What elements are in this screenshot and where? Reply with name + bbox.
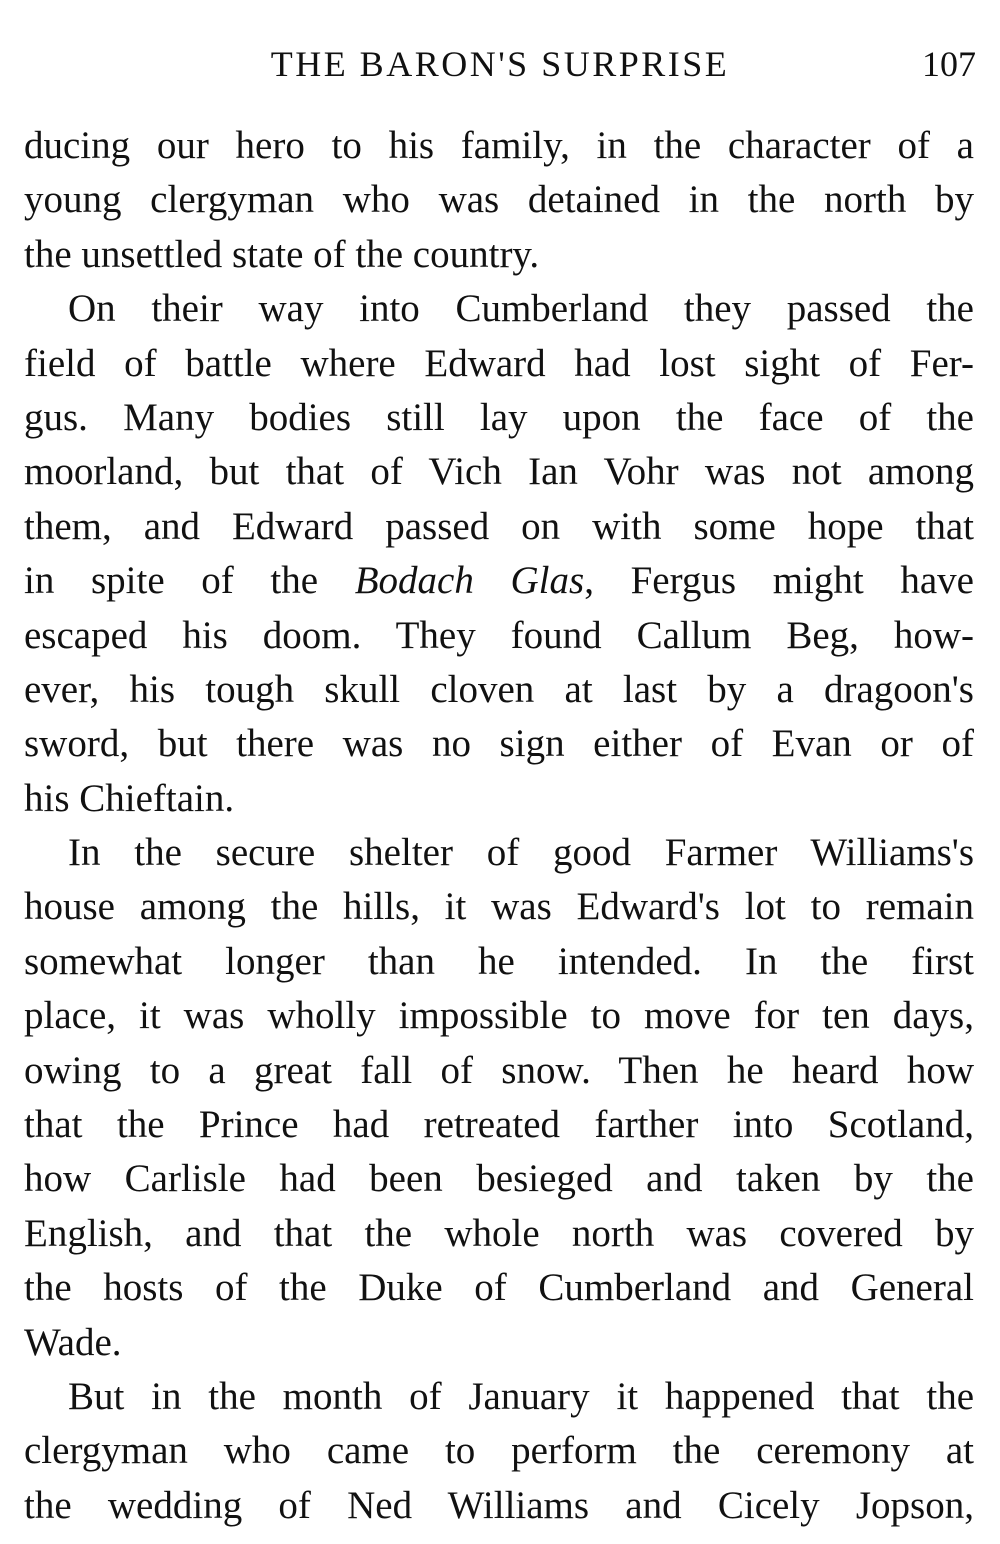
text-line: the hosts of the Duke of Cumberland and General xyxy=(24,1266,974,1310)
text-line: Wade. xyxy=(24,1320,122,1364)
text-line: the wedding of Ned Williams and Cicely Jopson, xyxy=(24,1483,974,1527)
text-line: sword, but there was no sign either of Evan or of xyxy=(24,722,974,766)
text-line: place, it was wholly impossible to move for ten days, xyxy=(24,994,974,1038)
running-title: THE BARON'S SURPRISE xyxy=(270,44,730,84)
text-line: ever, his tough skull cloven at last by a dragoon's xyxy=(24,667,974,711)
text-line: On their way into Cumberland they passed the xyxy=(68,287,974,331)
text-line: how Carlisle had been besieged and taken by the xyxy=(24,1157,974,1201)
text-line: moorland, but that of Vich Ian Vohr was not among xyxy=(24,450,974,494)
page-number: 107 xyxy=(922,44,976,84)
text-line: that the Prince had retreated farther into Scotland, xyxy=(24,1103,974,1147)
body-text xyxy=(24,119,974,1533)
text-line: gus. Many bodies still lay upon the face of the xyxy=(24,395,974,439)
text-line: English, and that the whole north was covered by xyxy=(24,1211,974,1255)
text-line: his Chieftain. xyxy=(24,776,235,820)
running-head xyxy=(24,38,976,90)
text-line: house among the hills, it was Edward's lot to remain xyxy=(24,885,974,929)
text-line: owing to a great fall of snow. Then he heard how xyxy=(24,1048,974,1092)
text-line: But in the month of January it happened that the xyxy=(68,1374,974,1418)
text-line: somewhat longer than he intended. In the first xyxy=(24,939,974,983)
text-line: them, and Edward passed on with some hope that xyxy=(24,504,974,548)
text-segment: in spite of the xyxy=(24,559,355,603)
text-line: young clergyman who was detained in the north by xyxy=(24,178,974,222)
text-line: In the secure shelter of good Farmer Williams's xyxy=(68,831,974,875)
text-line-with-italic xyxy=(24,554,974,608)
italic-phrase: Bodach Glas xyxy=(354,559,585,603)
text-segment: , Fergus might have xyxy=(584,559,974,603)
text-line: escaped his doom. They found Callum Beg, how- xyxy=(24,613,974,657)
text-line: field of battle where Edward had lost sight of Fer- xyxy=(24,341,974,385)
text-line: the unsettled state of the country. xyxy=(24,232,540,276)
text-line: ducing our hero to his family, in the character of a xyxy=(24,124,974,167)
text-line: clergyman who came to perform the ceremony at xyxy=(24,1429,974,1473)
